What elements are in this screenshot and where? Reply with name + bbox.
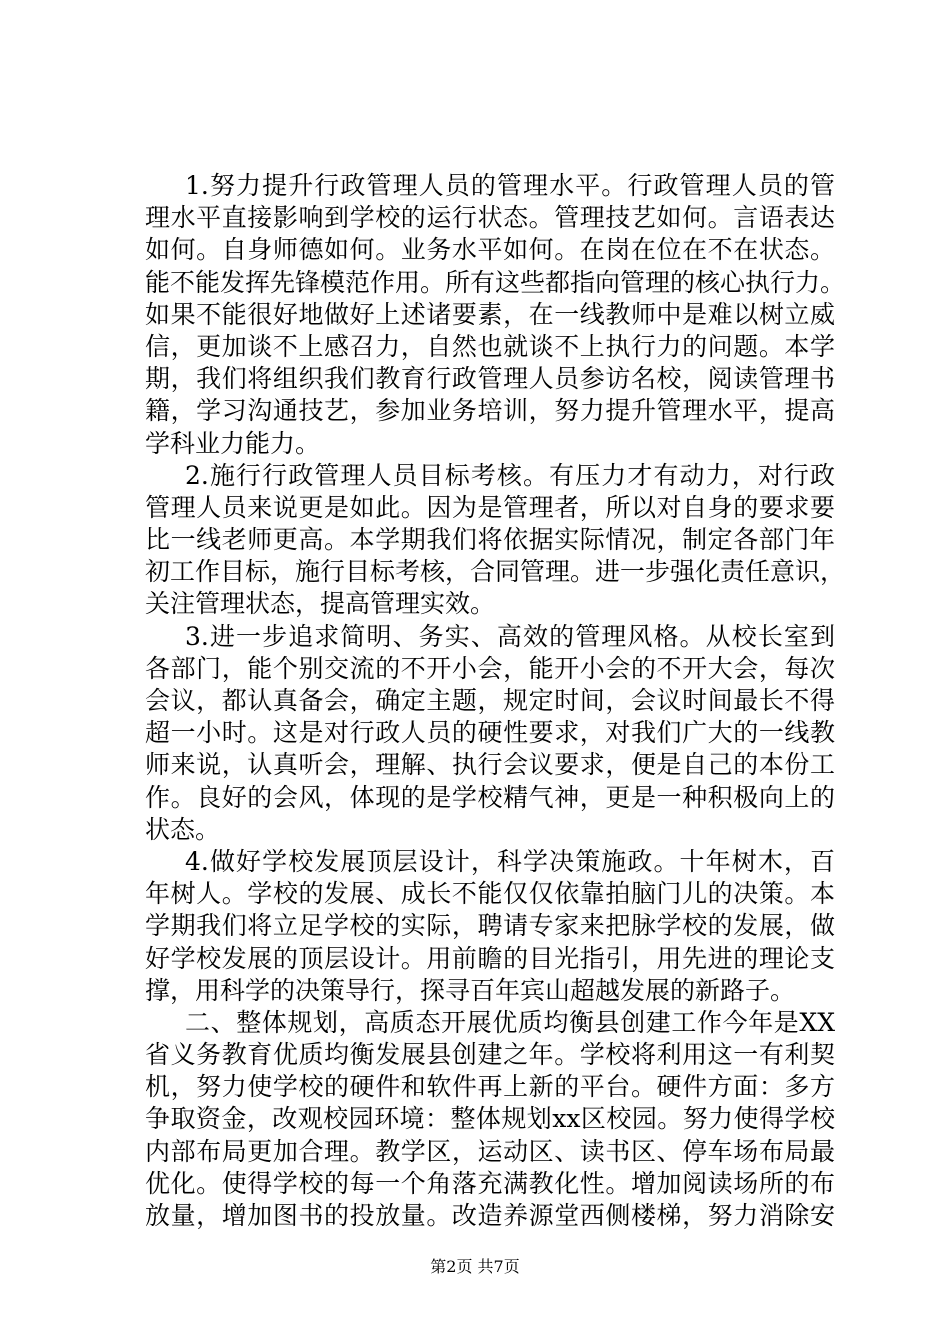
text-line: 能不能发挥先锋模范作用。所有这些都指向管理的核心执行力。 xyxy=(145,267,846,297)
text-line: 1.努力提升行政管理人员的管理水平。行政管理人员的管 xyxy=(185,171,835,200)
text-line: 机，努力使学校的硬件和软件再上新的平台。硬件方面：多方 xyxy=(145,1072,835,1102)
text-line: 好学校发展的顶层设计。用前瞻的目光指引，用先进的理论支 xyxy=(145,943,835,973)
text-line: 籍，学习沟通技艺，参加业务培训，努力提升管理水平，提高 xyxy=(145,396,835,426)
text-line: 学期我们将立足学校的实际，聘请专家来把脉学校的发展，做 xyxy=(145,911,835,941)
text-line: 作。良好的会风，体现的是学校精气神，更是一种积极向上的 xyxy=(145,782,835,812)
text-line: 优化。使得学校的每一个角落充满教化性。增加阅读场所的布 xyxy=(145,1168,835,1198)
text-line: 4.做好学校发展顶层设计，科学决策施政。十年树木，百 xyxy=(185,846,835,876)
text-line: 管理人员来说更是如此。因为是管理者，所以对自身的要求要 xyxy=(145,492,835,522)
text-line: 省义务教育优质均衡发展县创建之年。学校将利用这一有利契 xyxy=(145,1040,835,1070)
text-line: 各部门，能个别交流的不开小会，能开小会的不开大会，每次 xyxy=(145,653,835,683)
text-line: 会议，都认真备会，确定主题，规定时间，会议时间最长不得 xyxy=(145,686,835,715)
text-line: 比一线老师更高。本学期我们将依据实际情况，制定各部门年 xyxy=(145,525,835,555)
text-line: 3.进一步追求简明、务实、高效的管理风格。从校长室到 xyxy=(185,621,835,651)
text-line: 学科业力能力。 xyxy=(145,428,321,458)
text-line: 初工作目标，施行目标考核，合同管理。进一步强化责任意识， xyxy=(145,557,846,587)
text-line: 如果不能很好地做好上述诸要素，在一线教师中是难以树立威 xyxy=(145,299,835,329)
text-line: 撑，用科学的决策导行，探寻百年宾山超越发展的新路子。 xyxy=(145,975,796,1005)
text-line: 关注管理状态，提高管理实效。 xyxy=(145,589,496,619)
text-line: 理水平直接影响到学校的运行状态。管理技艺如何。言语表达 xyxy=(145,203,835,233)
text-line: 状态。 xyxy=(145,814,221,844)
text-line: 师来说，认真听会，理解、执行会议要求，便是自己的本份工 xyxy=(145,750,835,780)
text-line: 二、整体规划，高质态开展优质均衡县创建工作今年是XX xyxy=(185,1007,835,1037)
text-line: 超一小时。这是对行政人员的硬性要求，对我们广大的一线教 xyxy=(145,718,835,748)
text-line: 内部布局更加合理。教学区，运动区、读书区、停车场布局最 xyxy=(145,1136,835,1166)
text-line: 2.施行行政管理人员目标考核。有压力才有动力，对行政 xyxy=(185,460,835,490)
text-line: 放量，增加图书的投放量。改造养源堂西侧楼梯，努力消除安 xyxy=(145,1201,835,1230)
page-footer: 第2页 共7页 xyxy=(430,1257,520,1276)
text-line: 争取资金，改观校园环境：整体规划xx区校园。努力使得学校 xyxy=(145,1104,835,1134)
text-line: 年树人。学校的发展、成长不能仅仅依靠拍脑门儿的决策。本 xyxy=(145,879,835,909)
text-line: 信，更加谈不上感召力，自然也就谈不上执行力的问题。本学 xyxy=(145,331,835,361)
text-line: 如何。自身师德如何。业务水平如何。在岗在位在不在状态。 xyxy=(145,235,835,265)
text-line: 期，我们将组织我们教育行政管理人员参访名校，阅读管理书 xyxy=(145,364,835,394)
document-body xyxy=(145,170,846,1232)
